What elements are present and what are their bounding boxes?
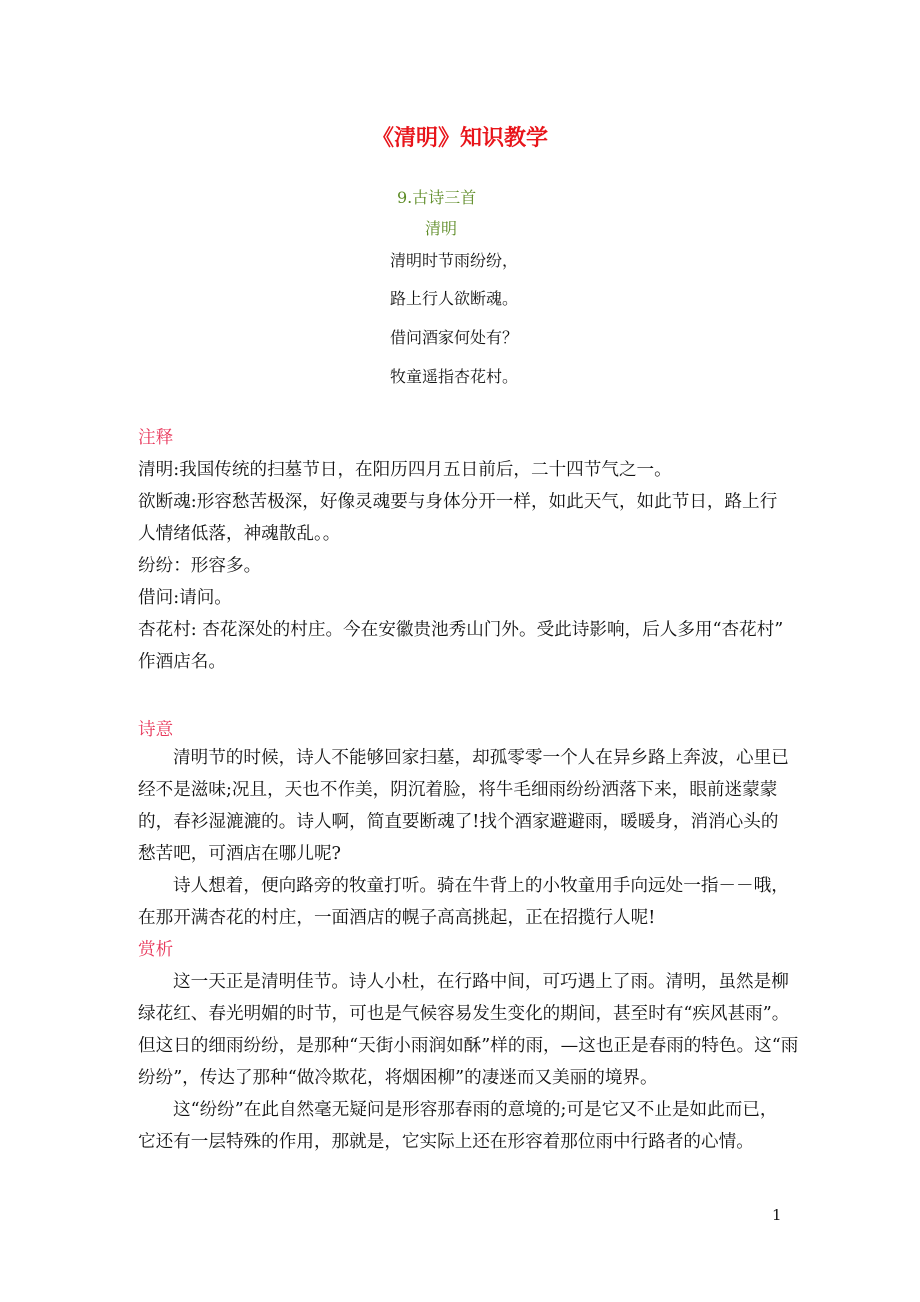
page-number: 1: [772, 1206, 782, 1224]
meaning-line: 诗人想着，便向路旁的牧童打听。骑在牛背上的小牧童用手向远处一指－－哦，: [173, 876, 789, 896]
poem-line: 清明时节雨纷纷，: [390, 251, 519, 270]
notes-heading: 注释: [138, 428, 174, 448]
appreciation-line: 绿花红、春光明媚的时节，可也是气候容易发生变化的期间，甚至时有“疾风甚雨”。: [138, 1004, 790, 1024]
meaning-line: 经不是滋味;况且，天也不作美，阴沉着脸，将牛毛细雨纷纷洒落下来，眼前迷蒙蒙: [138, 780, 778, 800]
note-line: 作酒店名。: [138, 652, 226, 672]
note-line: 纷纷：形容多。: [138, 556, 262, 576]
appreciation-line: 这“纷纷”在此自然毫无疑问是形容那春雨的意境的;可是它又不止是如此而已，: [173, 1100, 778, 1120]
note-line: 欲断魂:形容愁苦极深，好像灵魂要与身体分开一样，如此天气，如此节日，路上行: [138, 492, 778, 512]
meaning-line: 的，春衫湿漉漉的。诗人啊，简直要断魂了!找个酒家避避雨，暖暖身，消消心头的: [138, 812, 779, 832]
poem-line: 路上行人欲断魂。: [390, 289, 519, 308]
poem-title: 清明: [425, 219, 458, 238]
lesson-subtitle: 9.古诗三首: [397, 188, 477, 207]
appreciation-line: 但这日的细雨纷纷，是那种“天街小雨润如酥”样的雨，—这也正是春雨的特色。这“雨: [138, 1036, 799, 1056]
meaning-line: 愁苦吧，可酒店在哪儿呢?: [138, 844, 341, 864]
appreciation-heading: 赏析: [138, 940, 174, 960]
poem-line: 牧童遥指杏花村。: [390, 367, 519, 386]
document-title: 《清明》知识教学: [371, 126, 548, 151]
appreciation-line: 纷纷”，传达了那种“做冷欺花，将烟困柳”的凄迷而又美丽的境界。: [138, 1068, 658, 1088]
note-line: 人情绪低落，神魂散乱。。: [138, 524, 341, 544]
meaning-line: 清明节的时候，诗人不能够回家扫墓，却孤零零一个人在异乡路上奔波，心里已: [173, 748, 789, 768]
note-line: 杏花村: 杏花深处的村庄。今在安徽贵池秀山门外。受此诗影响，后人多用“杏花村”: [138, 620, 784, 640]
meaning-heading: 诗意: [138, 720, 174, 740]
meaning-line: 在那开满杏花的村庄，一面酒店的幌子高高挑起，正在招揽行人呢!: [138, 908, 656, 928]
note-line: 借问:请问。: [138, 588, 232, 608]
note-line: 清明:我国传统的扫墓节日，在阳历四月五日前后，二十四节气之一。: [138, 460, 672, 480]
appreciation-line: 这一天正是清明佳节。诗人小杜，在行路中间，可巧遇上了雨。清明，虽然是柳: [173, 972, 789, 992]
appreciation-line: 它还有一层特殊的作用，那就是，它实际上还在形容着那位雨中行路者的心情。: [138, 1132, 754, 1152]
poem-line: 借问酒家何处有？: [390, 328, 519, 347]
